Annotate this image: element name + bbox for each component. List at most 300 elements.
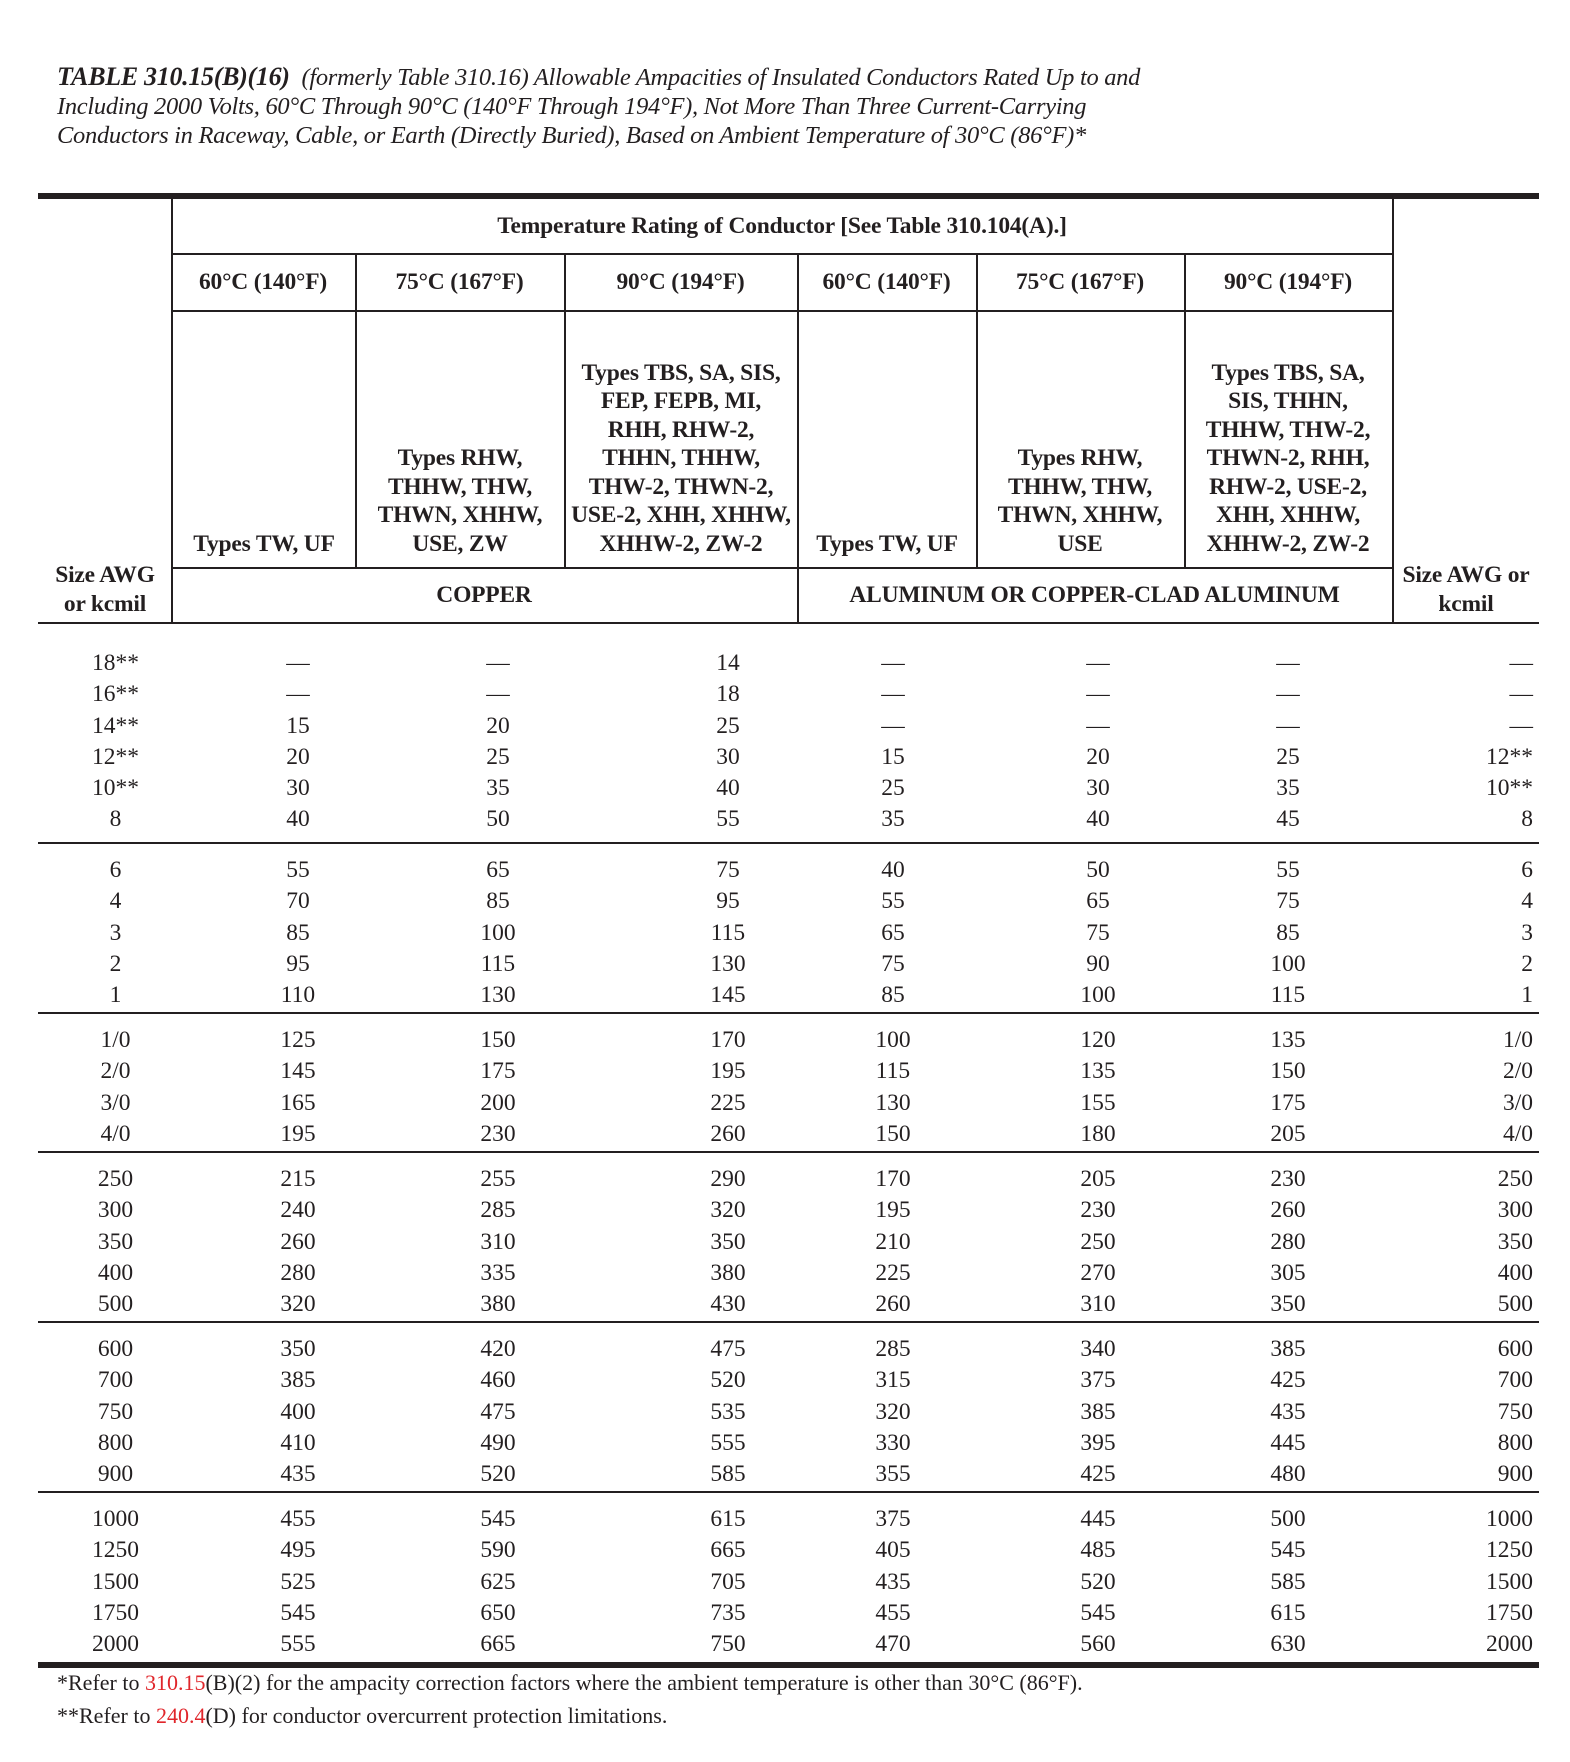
- table-cell: 455: [875, 1599, 911, 1626]
- table-cell: 50: [1086, 857, 1110, 883]
- table-cell: —: [486, 650, 510, 676]
- table-cell: 500: [1497, 1291, 1533, 1318]
- table-cell: 460: [480, 1367, 516, 1394]
- table-cell: 1500: [92, 1568, 139, 1595]
- table-cell: 2/0: [1502, 1058, 1533, 1085]
- table-cell: 8: [1521, 806, 1533, 833]
- table-cell: 395: [1080, 1429, 1116, 1456]
- table-cell: 195: [710, 1058, 746, 1085]
- table-cell: 445: [1270, 1429, 1306, 1456]
- table-row: [38, 1598, 1539, 1629]
- table-cell: 85: [486, 888, 510, 915]
- table-row: [38, 980, 1539, 1011]
- table-cell: 120: [1080, 1027, 1116, 1053]
- table-cell: 1/0: [1502, 1027, 1533, 1053]
- table-cell: 400: [280, 1398, 316, 1425]
- table-cell: —: [881, 650, 905, 676]
- table-cell: 500: [1270, 1506, 1306, 1532]
- table-cell: 55: [716, 806, 740, 833]
- table-cell: 435: [280, 1461, 316, 1488]
- table-cell: 435: [1270, 1398, 1306, 1425]
- table-cell: 600: [1497, 1336, 1533, 1362]
- table-row: [38, 1164, 1539, 1195]
- table-cell: 2000: [1486, 1631, 1533, 1658]
- table-cell: 115: [1270, 982, 1306, 1009]
- table-cell: 350: [1270, 1291, 1306, 1318]
- row-group-small: [38, 648, 1539, 836]
- table-cell: 380: [480, 1291, 516, 1318]
- table-cell: 115: [480, 950, 516, 977]
- table-cell: 175: [1270, 1089, 1306, 1116]
- header-bottom-rule: [38, 622, 1539, 624]
- table-cell: 585: [710, 1461, 746, 1488]
- table-cell: 135: [1080, 1058, 1116, 1085]
- table-cell: 495: [280, 1537, 316, 1564]
- table-cell: 20: [1086, 743, 1110, 770]
- table-cell: 3: [1521, 919, 1533, 946]
- table-cell: —: [286, 650, 310, 676]
- table-cell: 1500: [1486, 1568, 1533, 1595]
- table-cell: 705: [710, 1568, 746, 1595]
- table-row: [38, 918, 1539, 949]
- table-cell: 130: [875, 1089, 911, 1116]
- table-cell: 250: [97, 1166, 134, 1192]
- group-divider: [38, 1012, 1539, 1014]
- table-cell: 445: [1080, 1506, 1116, 1532]
- table-cell: 110: [280, 982, 316, 1009]
- table-cell: 85: [1276, 919, 1300, 946]
- table-cell: 230: [1270, 1166, 1306, 1192]
- table-cell: 14**: [92, 712, 139, 739]
- temp-header-al-75: 75°C (167°F): [1016, 269, 1144, 296]
- types-al-60: Types TW, UF: [816, 530, 958, 557]
- table-cell: 1: [109, 982, 122, 1009]
- table-cell: 545: [1080, 1599, 1116, 1626]
- table-row: [38, 1088, 1539, 1119]
- table-cell: 100: [480, 919, 516, 946]
- types-cu-75: Types RHW, THHW, THW, THWN, XHHW, USE, ZW: [377, 445, 543, 557]
- table-cell: 170: [875, 1166, 911, 1192]
- table-row: [38, 855, 1539, 886]
- table-cell: 3: [109, 919, 122, 946]
- row-group-kcmil-1: [38, 1164, 1539, 1320]
- table-row: [38, 1504, 1539, 1535]
- table-cell: 115: [875, 1058, 911, 1085]
- table-cell: 260: [1270, 1197, 1306, 1224]
- table-cell: —: [881, 681, 905, 708]
- footnote-single-asterisk: *Refer to 310.15(B)(2) for the ampacity correction factors where the ambient temperature is other than 30°C (86°F).: [57, 1670, 1083, 1695]
- table-cell: 525: [280, 1568, 316, 1595]
- table-cell: 85: [881, 982, 905, 1009]
- reference-link-240-4[interactable]: 240.4: [155, 1703, 206, 1728]
- table-cell: 35: [881, 806, 905, 833]
- table-cell: 45: [1276, 806, 1300, 833]
- table-cell: 585: [1270, 1568, 1306, 1595]
- table-cell: 485: [1080, 1537, 1116, 1564]
- table-cell: 750: [1497, 1398, 1533, 1425]
- types-al-90: Types TBS, SA, SIS, THHN, THHW, THW-2, THWN-2, RHH, RHW-2, USE-2, XHH, XHHW, XHHW-2, ZW-2: [1205, 359, 1371, 557]
- table-cell: 700: [1497, 1367, 1533, 1394]
- table-cell: 290: [710, 1166, 746, 1192]
- table-row: [38, 711, 1539, 742]
- table-cell: 4: [109, 888, 122, 915]
- table-cell: 85: [286, 919, 310, 946]
- table-cell: 650: [480, 1599, 516, 1626]
- table-cell: 385: [280, 1367, 316, 1394]
- table-cell: 335: [480, 1259, 516, 1286]
- table-row: [38, 1025, 1539, 1056]
- table-cell: 1000: [92, 1506, 139, 1532]
- table-row: [38, 1629, 1539, 1660]
- table-cell: 8: [109, 806, 122, 833]
- table-cell: 225: [710, 1089, 746, 1116]
- table-cell: 455: [280, 1506, 316, 1532]
- table-cell: 40: [716, 775, 740, 802]
- table-cell: 200: [480, 1089, 516, 1116]
- table-cell: 400: [1497, 1259, 1533, 1286]
- table-cell: 18: [716, 681, 740, 708]
- table-cell: —: [1276, 681, 1300, 708]
- table-cell: 100: [875, 1027, 911, 1053]
- table-cell: 380: [710, 1259, 746, 1286]
- table-cell: 300: [97, 1197, 134, 1224]
- table-row: [38, 773, 1539, 804]
- temp-header-cu-90: 90°C (194°F): [616, 269, 745, 296]
- table-cell: —: [1509, 650, 1533, 676]
- table-cell: 4/0: [1502, 1120, 1533, 1147]
- table-cell: 545: [280, 1599, 316, 1626]
- table-cell: 130: [480, 982, 516, 1009]
- table-row: [38, 1195, 1539, 1226]
- group-divider: [38, 1151, 1539, 1153]
- table-cell: 35: [1276, 775, 1300, 802]
- table-cell: 205: [1270, 1120, 1306, 1147]
- table-cell: 630: [1270, 1631, 1306, 1658]
- table-cell: 175: [480, 1058, 516, 1085]
- table-cell: 350: [97, 1228, 134, 1255]
- table-cell: 520: [710, 1367, 746, 1394]
- table-cell: 625: [480, 1568, 516, 1595]
- table-cell: 520: [1080, 1568, 1116, 1595]
- row-group-aught: [38, 1025, 1539, 1150]
- table-cell: 40: [286, 806, 310, 833]
- table-row: [38, 1334, 1539, 1365]
- footnote-double-asterisk: **Refer to 240.4(D) for conductor overcurrent protection limitations.: [57, 1703, 668, 1728]
- table-cell: 250: [1080, 1228, 1116, 1255]
- group-divider: [38, 1321, 1539, 1323]
- table-cell: 800: [97, 1429, 134, 1456]
- table-cell: 310: [480, 1228, 516, 1255]
- table-cell: 4/0: [100, 1120, 131, 1147]
- table-cell: 65: [1086, 888, 1110, 915]
- table-cell: 145: [280, 1058, 316, 1085]
- temperature-rating-header: Temperature Rating of Conductor [See Table 310.104(A).]: [497, 212, 1067, 239]
- row-group-awg: [38, 855, 1539, 1011]
- table-row: [38, 1459, 1539, 1490]
- table-cell: 475: [710, 1336, 746, 1362]
- temp-header-al-60: 60°C (140°F): [822, 269, 951, 296]
- size-header-right: Size AWG or kcmil: [1402, 562, 1530, 617]
- table-cell: 900: [97, 1461, 134, 1488]
- table-cell: 65: [881, 919, 905, 946]
- table-cell: 25: [716, 712, 740, 739]
- table-cell: 615: [1270, 1599, 1306, 1626]
- header-divider: [1392, 199, 1394, 623]
- table-cell: 1750: [1486, 1599, 1533, 1626]
- table-cell: 400: [97, 1259, 134, 1286]
- table-cell: 425: [1270, 1367, 1306, 1394]
- table-cell: 130: [710, 950, 746, 977]
- table-row: [38, 1365, 1539, 1396]
- table-row: [38, 886, 1539, 917]
- table-cell: 300: [1497, 1197, 1533, 1224]
- table-cell: 750: [97, 1398, 134, 1425]
- table-cell: 405: [875, 1537, 911, 1564]
- table-cell: 150: [875, 1120, 911, 1147]
- size-header-left: Size AWG or kcmil: [55, 562, 155, 617]
- table-cell: 555: [280, 1631, 316, 1658]
- table-cell: 12**: [92, 743, 139, 770]
- table-cell: 65: [486, 857, 510, 883]
- table-cell: 100: [1080, 982, 1116, 1009]
- table-cell: 500: [97, 1291, 134, 1318]
- footnotes: [57, 1666, 1083, 1732]
- table-cell: 260: [280, 1228, 316, 1255]
- table-cell: 280: [1270, 1228, 1306, 1255]
- table-cell: 240: [280, 1197, 316, 1224]
- table-cell: 420: [480, 1336, 516, 1362]
- table-cell: —: [1086, 650, 1110, 676]
- table-cell: 320: [710, 1197, 746, 1224]
- table-cell: 280: [280, 1259, 316, 1286]
- table-cell: 3/0: [1502, 1089, 1533, 1116]
- table-cell: 40: [881, 857, 905, 883]
- table-cell: —: [1086, 712, 1110, 739]
- group-divider: [38, 842, 1539, 844]
- table-cell: 75: [881, 950, 905, 977]
- table-cell: 150: [1270, 1058, 1306, 1085]
- row-group-kcmil-2: [38, 1334, 1539, 1490]
- table-cell: —: [486, 681, 510, 708]
- table-row: [38, 1119, 1539, 1150]
- table-cell: 18**: [92, 650, 139, 676]
- table-cell: 375: [1080, 1367, 1116, 1394]
- table-cell: 115: [710, 919, 746, 946]
- table-cell: 95: [286, 950, 310, 977]
- table-cell: 30: [286, 775, 310, 802]
- table-cell: 250: [1497, 1166, 1533, 1192]
- table-cell: 6: [109, 857, 122, 883]
- table-row: [38, 742, 1539, 773]
- table-cell: 560: [1080, 1631, 1116, 1658]
- table-cell: 315: [875, 1367, 911, 1394]
- table-cell: 285: [480, 1197, 516, 1224]
- table-cell: 430: [710, 1291, 746, 1318]
- table-cell: 195: [875, 1197, 911, 1224]
- table-cell: 305: [1270, 1259, 1306, 1286]
- table-cell: 40: [1086, 806, 1110, 833]
- table-cell: 1000: [1486, 1506, 1533, 1532]
- table-cell: 70: [286, 888, 310, 915]
- table-cell: 155: [1080, 1089, 1116, 1116]
- table-cell: 2000: [92, 1631, 139, 1658]
- table-cell: 55: [1276, 857, 1300, 883]
- table-cell: 10**: [1486, 775, 1533, 802]
- table-cell: 170: [710, 1027, 746, 1053]
- table-cell: —: [1509, 712, 1533, 739]
- table-cell: 470: [875, 1631, 911, 1658]
- table-cell: 615: [710, 1506, 746, 1532]
- table-cell: 145: [710, 982, 746, 1009]
- table-cell: 1250: [1486, 1537, 1533, 1564]
- table-cell: 285: [875, 1336, 911, 1362]
- table-cell: —: [286, 681, 310, 708]
- table-cell: 165: [280, 1089, 316, 1116]
- table-row: [38, 1227, 1539, 1258]
- table-cell: 25: [486, 743, 510, 770]
- table-cell: 195: [280, 1120, 316, 1147]
- temp-header-al-90: 90°C (194°F): [1224, 269, 1352, 296]
- table-cell: 15: [286, 712, 310, 739]
- table-cell: 95: [716, 888, 740, 915]
- table-cell: 435: [875, 1568, 911, 1595]
- table-row: [38, 1397, 1539, 1428]
- table-caption: [57, 62, 1157, 150]
- table-cell: 330: [875, 1429, 911, 1456]
- table-cell: 700: [97, 1367, 134, 1394]
- table-cell: 30: [716, 743, 740, 770]
- table-cell: 800: [1497, 1429, 1533, 1456]
- table-cell: 135: [1270, 1027, 1306, 1053]
- table-cell: 20: [486, 712, 510, 739]
- table-cell: 1: [1521, 982, 1533, 1009]
- table-cell: 350: [280, 1336, 316, 1362]
- table-cell: 205: [1080, 1166, 1116, 1192]
- copper-header: COPPER: [436, 582, 532, 609]
- table-cell: 900: [1497, 1461, 1533, 1488]
- row-group-kcmil-3: [38, 1504, 1539, 1660]
- table-cell: 125: [280, 1027, 316, 1053]
- table-cell: 1250: [92, 1537, 139, 1564]
- temp-header-cu-60: 60°C (140°F): [199, 269, 327, 296]
- table-cell: 15: [881, 743, 905, 770]
- table-cell: 100: [1270, 950, 1306, 977]
- table-cell: —: [881, 712, 905, 739]
- table-row: [38, 1428, 1539, 1459]
- table-cell: 320: [875, 1398, 911, 1425]
- table-cell: 310: [1080, 1291, 1116, 1318]
- table-cell: 12**: [1486, 743, 1533, 770]
- table-cell: 6: [1521, 857, 1533, 883]
- table-cell: 180: [1080, 1120, 1116, 1147]
- table-cell: 350: [1497, 1228, 1533, 1255]
- table-cell: 230: [1080, 1197, 1116, 1224]
- table-cell: 385: [1270, 1336, 1306, 1362]
- table-cell: 490: [480, 1429, 516, 1456]
- table-cell: —: [1276, 650, 1300, 676]
- table-cell: —: [1509, 681, 1533, 708]
- table-cell: 30: [1086, 775, 1110, 802]
- table-cell: 590: [480, 1537, 516, 1564]
- table-cell: 150: [480, 1027, 516, 1053]
- table-cell: 90: [1086, 950, 1110, 977]
- table-cell: 355: [875, 1461, 911, 1488]
- reference-link-310-15[interactable]: 310.15: [144, 1670, 206, 1695]
- types-cu-60: Types TW, UF: [193, 530, 335, 557]
- types-cu-90: Types TBS, SA, SIS, FEP, FEPB, MI, RHH, RHW-2, THHN, THHW, THW-2, THWN-2, USE-2, XHH, XHHW, XHHW-2, ZW-2: [571, 359, 791, 557]
- table-number: TABLE 310.15(B)(16): [57, 62, 290, 91]
- table-cell: 50: [486, 806, 510, 833]
- table-cell: 350: [710, 1228, 746, 1255]
- table-cell: 425: [1080, 1461, 1116, 1488]
- table-cell: 340: [1080, 1336, 1116, 1362]
- table-row: [38, 1289, 1539, 1320]
- table-cell: 410: [280, 1429, 316, 1456]
- table-cell: 210: [875, 1228, 911, 1255]
- table-cell: 375: [875, 1506, 911, 1532]
- table-cell: 735: [710, 1599, 746, 1626]
- table-cell: 55: [881, 888, 905, 915]
- table-cell: 14: [716, 650, 740, 676]
- table-cell: 545: [1270, 1537, 1306, 1564]
- table-cell: 260: [710, 1120, 746, 1147]
- table-cell: 520: [480, 1461, 516, 1488]
- table-cell: 75: [1086, 919, 1110, 946]
- table-cell: 385: [1080, 1398, 1116, 1425]
- table-cell: 600: [97, 1336, 134, 1362]
- table-row: [38, 1535, 1539, 1566]
- table-row: [38, 949, 1539, 980]
- table-row: [38, 804, 1539, 835]
- table-cell: 1/0: [100, 1027, 131, 1053]
- table-cell: 230: [480, 1120, 516, 1147]
- table-cell: 555: [710, 1429, 746, 1456]
- table-row: [38, 1056, 1539, 1087]
- table-cell: 475: [480, 1398, 516, 1425]
- table-row: [38, 679, 1539, 710]
- table-cell: 1750: [92, 1599, 139, 1626]
- table-cell: 2: [109, 950, 122, 977]
- table-cell: 25: [1276, 743, 1300, 770]
- table-cell: 16**: [92, 681, 139, 708]
- table-cell: 665: [710, 1537, 746, 1564]
- group-divider: [38, 1491, 1539, 1493]
- table-cell: 665: [480, 1631, 516, 1658]
- table-row: [38, 648, 1539, 679]
- table-cell: 75: [716, 857, 740, 883]
- table-cell: 535: [710, 1398, 746, 1425]
- table-row: [38, 1258, 1539, 1289]
- table-cell: 750: [710, 1631, 746, 1658]
- table-cell: 255: [480, 1166, 516, 1192]
- table-cell: —: [1276, 712, 1300, 739]
- table-cell: 320: [280, 1291, 316, 1318]
- table-cell: 10**: [92, 775, 139, 802]
- table-row: [38, 1567, 1539, 1598]
- table-cell: 75: [1276, 888, 1300, 915]
- table-cell: 55: [286, 857, 310, 883]
- table-cell: 4: [1521, 888, 1533, 915]
- table-cell: 215: [280, 1166, 316, 1192]
- types-al-75: Types RHW, THHW, THW, THWN, XHHW, USE: [997, 445, 1163, 557]
- table-cell: 3/0: [100, 1089, 131, 1116]
- table-cell: 20: [286, 743, 310, 770]
- table-cell: 260: [875, 1291, 911, 1318]
- table-cell: 225: [875, 1259, 911, 1286]
- table-cell: 35: [486, 775, 510, 802]
- table-cell: 25: [881, 775, 905, 802]
- temp-header-cu-75: 75°C (167°F): [395, 269, 524, 296]
